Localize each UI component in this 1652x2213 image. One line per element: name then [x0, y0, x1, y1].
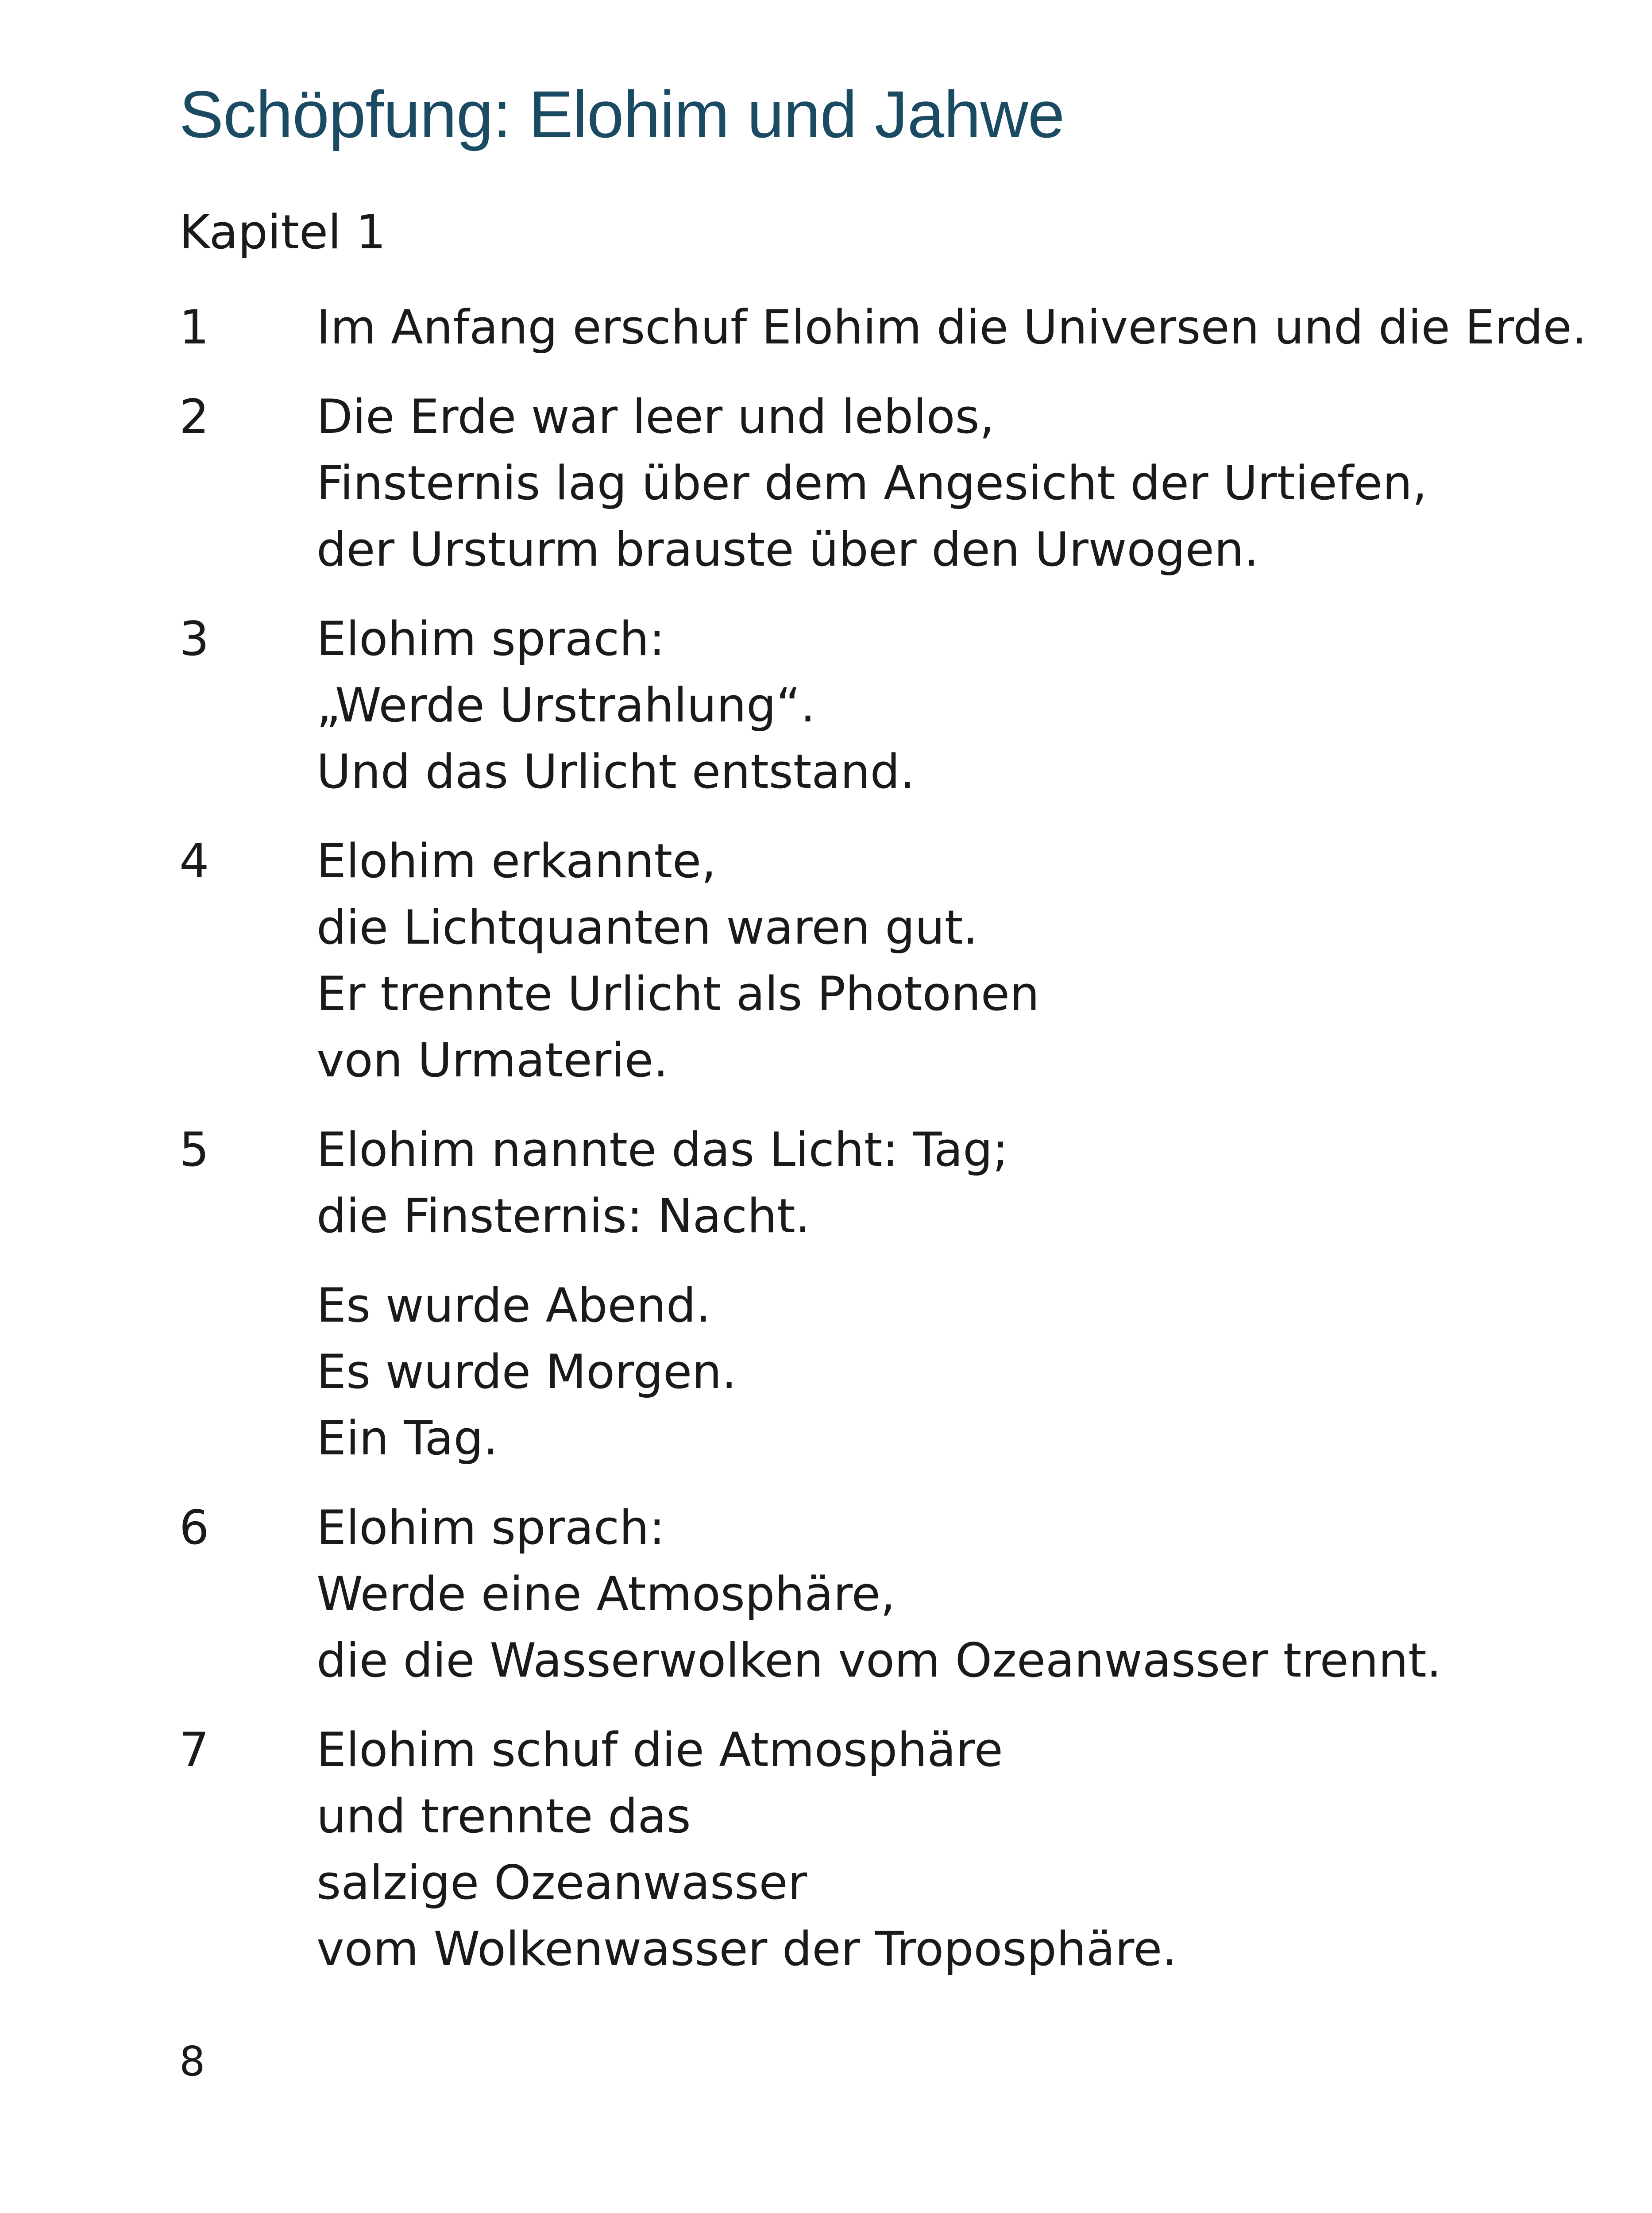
verse-line: Elohim erkannte,	[317, 834, 716, 888]
verse-line: vom Wolkenwasser der Troposphäre.	[317, 1922, 1177, 1976]
verse-number: 2	[179, 389, 209, 444]
verse-number: 3	[179, 612, 209, 666]
verse-line: Und das Urlicht entstand.	[317, 744, 915, 799]
verse-line: Es wurde Morgen.	[317, 1345, 737, 1399]
chapter-heading: Kapitel 1	[179, 205, 386, 259]
verse	[179, 1495, 1552, 1694]
verse-line: Elohim schuf die Atmosphäre	[317, 1723, 1003, 1777]
verse-line: die die Wasserwolken vom Ozeanwasser trennt.	[317, 1633, 1442, 1688]
verse	[179, 1272, 1552, 1472]
verse-line: Elohim sprach:	[317, 612, 665, 666]
verse-text	[317, 1117, 1552, 1249]
verse-line: salzige Ozeanwasser	[317, 1855, 807, 1910]
page-title: Schöpfung: Elohim und Jahwe	[179, 77, 1065, 151]
verse-line: Elohim sprach:	[317, 1500, 665, 1555]
verse-text	[317, 384, 1552, 583]
verse-number: 1	[179, 300, 209, 355]
verse-number: 6	[179, 1500, 209, 1555]
verse-line: die Finsternis: Nacht.	[317, 1189, 811, 1243]
verse-text	[317, 606, 1552, 805]
verse-line: Elohim nannte das Licht: Tag;	[317, 1122, 1009, 1177]
verse	[179, 828, 1552, 1094]
verse-text	[317, 828, 1552, 1094]
verse-line: Ein Tag.	[317, 1411, 498, 1465]
verse-line: von Urmaterie.	[317, 1033, 668, 1087]
verse	[179, 606, 1552, 805]
verse-line: Im Anfang erschuf Elohim die Universen und die Erde.	[317, 300, 1587, 355]
verse-number: 4	[179, 834, 209, 888]
verse-text	[317, 1272, 1552, 1472]
verse-line: Es wurde Abend.	[317, 1278, 711, 1333]
verse-line: Die Erde war leer und leblos,	[317, 389, 995, 444]
verse-line: Finsternis lag über dem Angesicht der Urtiefen,	[317, 456, 1428, 510]
verse-line: der Ursturm brauste über den Urwogen.	[317, 522, 1259, 577]
verse	[179, 294, 1587, 361]
verse-list	[179, 294, 1587, 1982]
verse	[179, 384, 1552, 583]
verse-line: Er trennte Urlicht als Photonen	[317, 967, 1040, 1021]
verse	[179, 1117, 1552, 1249]
verse	[179, 1717, 1552, 1982]
verse-line: und trennte das	[317, 1789, 691, 1843]
verse-text	[317, 294, 1586, 361]
verse-line: die Lichtquanten waren gut.	[317, 900, 978, 955]
verse-text	[317, 1495, 1552, 1694]
page-number: 8	[179, 2038, 205, 2085]
verse-text	[317, 1717, 1552, 1982]
verse-line: „Werde Urstrahlung“.	[317, 678, 815, 733]
verse-number: 7	[179, 1723, 209, 1777]
verse-number: 5	[179, 1122, 209, 1177]
verse-line: Werde eine Atmosphäre,	[317, 1567, 895, 1621]
